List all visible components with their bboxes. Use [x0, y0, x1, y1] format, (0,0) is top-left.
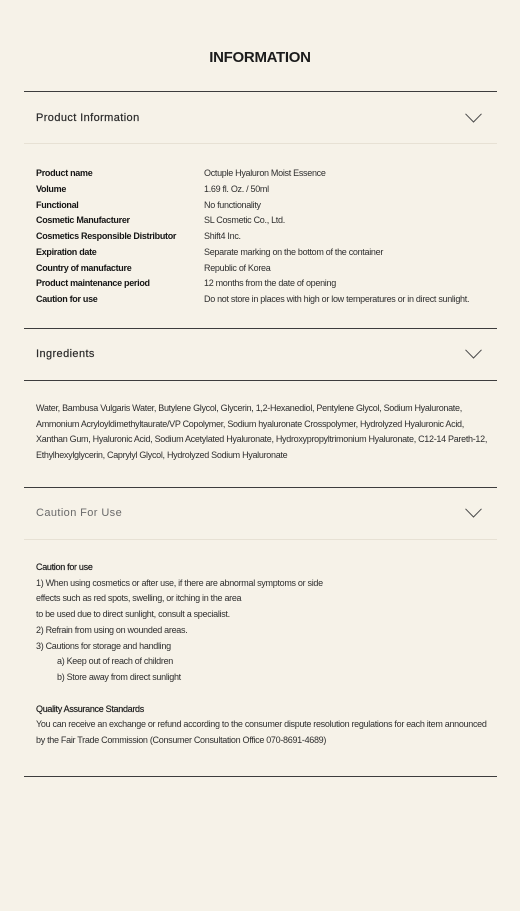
chevron-down-icon[interactable]: [465, 508, 482, 518]
info-row-manufacturer: [36, 213, 497, 229]
caution-title: Caution for use: [36, 561, 93, 572]
spacer: [36, 686, 497, 702]
info-label: Volume: [36, 183, 67, 194]
section-title-caution-for-use: Caution For Use: [36, 507, 123, 520]
section-caution-for-use: [24, 488, 497, 777]
info-row-expiration-date: [36, 245, 497, 261]
info-label: Caution for use: [36, 294, 98, 304]
product-information-table: [24, 144, 497, 328]
section-ingredients: [24, 329, 497, 488]
info-value: 1.69 fl. Oz. / 50ml: [204, 183, 269, 194]
info-value: Do not store in places with high or low temperatures or in direct sunlight.: [204, 294, 470, 304]
info-row-functional: [36, 198, 497, 214]
info-label: Product maintenance period: [36, 278, 150, 289]
info-label: Product name: [36, 168, 93, 178]
quality-text-line: by the Fair Trade Commission (Consumer Consultation Office 070-8691-4689): [36, 735, 327, 745]
info-label: Cosmetics Responsible Distributor: [36, 231, 177, 241]
page-title: INFORMATION: [209, 49, 311, 66]
info-value: Octuple Hyaluron Moist Essence: [204, 168, 326, 178]
caution-item: 2) Refrain from using on wounded areas.: [36, 624, 188, 635]
info-row-caution: [36, 292, 497, 308]
chevron-down-icon[interactable]: [465, 113, 482, 123]
quality-text-line: You can receive an exchange or refund according to the consumer dispute resolution regulations for each item announced: [36, 719, 487, 730]
info-label: Functional: [36, 199, 79, 210]
ingredients-line: Ethylhexylglycerin, Caprylyl Glycol, Hydrolyzed Sodium Hyaluronate: [36, 450, 288, 460]
accordion-header-caution-for-use[interactable]: [24, 488, 497, 540]
chevron-down-icon[interactable]: [465, 349, 482, 359]
info-value: 12 months from the date of opening: [204, 278, 336, 289]
info-value: Separate marking on the bottom of the container: [204, 246, 384, 257]
information-accordion: [24, 91, 497, 777]
accordion-header-product-information[interactable]: [24, 92, 497, 144]
caution-text: [24, 540, 497, 776]
info-value: Shift4 Inc.: [204, 231, 241, 241]
caution-item: effects such as red spots, swelling, or itching in the area: [36, 593, 242, 604]
accordion-header-ingredients[interactable]: [24, 329, 497, 381]
section-product-information: [24, 92, 497, 329]
caution-sub-item: a) Keep out of reach of children: [57, 656, 173, 667]
info-value: SL Cosmetic Co., Ltd.: [204, 215, 285, 226]
info-row-distributor: [36, 229, 497, 245]
info-row-volume: [36, 182, 497, 198]
section-title-product-information: Product Information: [36, 111, 140, 124]
caution-item: to be used due to direct sunlight, consult a specialist.: [36, 609, 230, 619]
ingredients-line: Ammonium Acryloyldimethyltaurate/VP Copolymer, Sodium hyaluronate Crosspolymer, Hydrolyzed Hyaluronic Acid,: [36, 418, 464, 429]
ingredients-line: Xanthan Gum, Hyaluronic Acid, Sodium Acetylated Hyaluronate, Hydroxypropyltrimonium Hyaluronate, C12-14 Pareth-12,: [36, 434, 488, 445]
info-value: Republic of Korea: [204, 262, 271, 273]
caution-item: 1) When using cosmetics or after use, if there are abnormal symptoms or side: [36, 577, 323, 588]
info-label: Cosmetic Manufacturer: [36, 215, 130, 226]
caution-sub-item: b) Store away from direct sunlight: [57, 672, 181, 682]
quality-title: Quality Assurance Standards: [36, 703, 144, 714]
info-value: No functionality: [204, 199, 261, 210]
info-label: Expiration date: [36, 246, 97, 257]
caution-item: 3) Cautions for storage and handling: [36, 640, 171, 651]
info-row-product-name: [36, 166, 497, 182]
ingredients-line: Water, Bambusa Vulgaris Water, Butylene Glycol, Glycerin, 1,2-Hexanediol, Pentylene Glycol, Sodium Hyaluronate,: [36, 402, 462, 413]
info-row-maintenance-period: [36, 276, 497, 292]
ingredients-text: [24, 381, 497, 487]
section-title-ingredients: Ingredients: [36, 348, 95, 361]
info-row-country: [36, 261, 497, 277]
info-label: Country of manufacture: [36, 262, 132, 273]
